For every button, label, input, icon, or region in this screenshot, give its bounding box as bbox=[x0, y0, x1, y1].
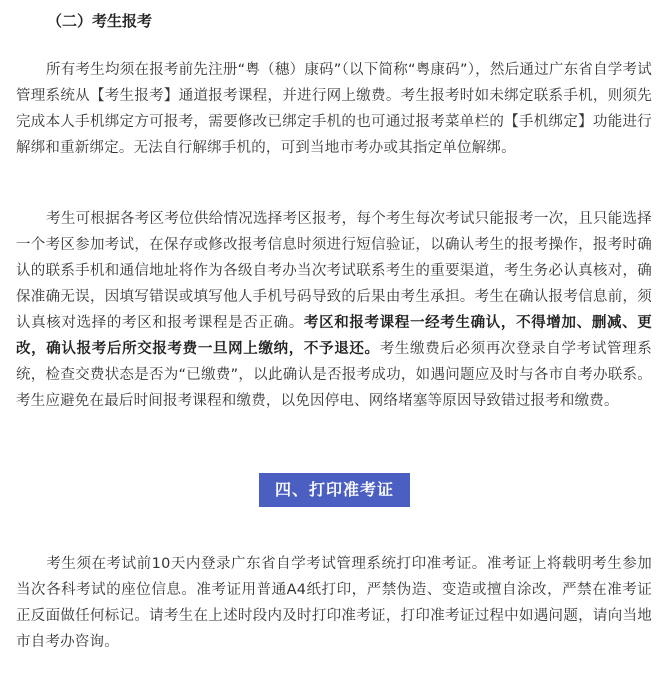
paragraph-exam-area-bold-notice: 考区和报考课程一经考生确认，不得增加、删减、更改，确认报考后所交报考费一旦网上缴纳，不予退还。 bbox=[16, 315, 652, 357]
paragraph-exam-area-text-continued: 考生缴费后必须再次登录自学考试管理系统，检查交费状态是否为“已缴费”，以此确认是否报考成功，如遇问题应及时与各市自考办联系。考生应避免在最后时间报考课程和缴费，以免因停电、网络堵塞等原因导致错过报考和缴费。 bbox=[16, 341, 652, 409]
paragraph-exam-area bbox=[16, 206, 652, 414]
paragraph-registration-text: 所有考生均须在报考前先注册“粤（穗）康码”（以下简称“粤康码”），然后通过广东省自学考试管理系统从【考生报考】通道报考课程，并进行网上缴费。考生报考时如未绑定联系手机，则须先完成本人手机绑定方可报考，需要修改已绑定手机的也可通过报考菜单栏的【手机绑定】功能进行解绑和重新绑定。无法自行解绑手机的，可到当地市考办或其指定单位解绑。 bbox=[16, 62, 652, 156]
paragraph-admission-ticket bbox=[16, 551, 652, 655]
paragraph-admission-ticket-text: 考生须在考试前10天内登录广东省自学考试管理系统打印准考证。准考证上将载明考生参加当次各科考试的座位信息。准考证用普通A4纸打印，严禁伪造、变造或擅自涂改，严禁在准考证正反面做任何标记。请考生在上述时段内及时打印准考证，打印准考证过程中如遇问题，请向当地市自考办咨询。 bbox=[16, 556, 652, 650]
paragraph-exam-area-text: 考生可根据各考区考位供给情况选择考区报考，每个考生每次考试只能报考一次，且只能选择一个考区参加考试，在保存或修改报考信息时须进行短信验证，以确认考生的报考操作，报考时确认的联系手机和通信地址将作为各级自考办当次考试联系考生的重要渠道，考生务必认真核对，确保准确无误，因填写错误或填写他人手机号码导致的后果由考生承担。考生在确认报考信息前，须认真核对选择的考区和报考课程是否正确。 bbox=[16, 211, 652, 331]
paragraph-registration bbox=[16, 57, 652, 161]
section-banner-print-admission-ticket: 四、打印准考证 bbox=[259, 473, 410, 507]
section-heading: （二）考生报考 bbox=[47, 12, 153, 30]
